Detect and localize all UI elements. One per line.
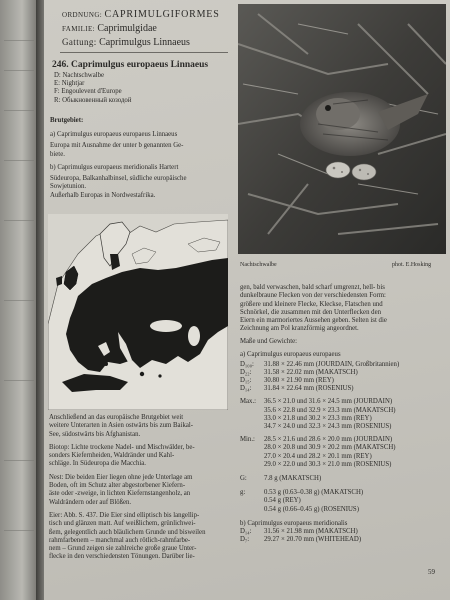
- body-line: Schnörkel, die zusammen mit den Unterflecken den: [240, 308, 381, 316]
- page-number: 59: [428, 568, 435, 576]
- body-line: rahmfarbenem – manchmal auch rötlich-rahmfarbe-: [49, 536, 191, 544]
- body-line: größere und kleinere Flecke, Kleckse, Flatschen und: [240, 300, 383, 308]
- body-line: nem – Grund zeigen sie zahlreiche große graue Unter-: [49, 545, 197, 553]
- nest-line: Nest: Die beiden Eier liegen ohne jede Unterlage am: [49, 473, 193, 481]
- max-row: 34.7 × 24.0 und 32.3 × 24.3 mm (ROSENIUS): [264, 423, 392, 431]
- order-line: ORDNUNG: CAPRIMULGIFORMES: [62, 9, 220, 20]
- brutgebiet-text: [50, 131, 186, 200]
- photo-caption: Nachtschwalbe: [240, 262, 277, 268]
- body-line: weitere Unterarten in Asien ostwärts bis zum Baikal-: [49, 422, 194, 430]
- measures-sub-a: a) Caprimulgus europaeus europaeus: [240, 351, 341, 359]
- d-row: D₁₅: 30.80 × 21.90 mm (REY): [240, 377, 334, 384]
- shell-weight-row: 0.54 g (0.66–0.45 g) (ROSENIUS): [264, 505, 359, 513]
- body-line: tisch und glänzen matt. Auf weißlichem, grünlichwei-: [49, 520, 196, 528]
- body-line: Anschließend an das europäische Brutgebiet weit: [49, 414, 184, 421]
- left-body-text: [49, 414, 205, 562]
- body-line: schläge. In Südeuropa die Macchia.: [49, 460, 147, 468]
- max-row: Max.: 36.5 × 21.0 und 31.6 × 24.5 mm (JOURDAIN): [240, 398, 393, 406]
- body-line: äste oder -zweige, in lichten Kiefernstangenholz, an: [49, 490, 191, 498]
- measurements-section: [240, 338, 399, 545]
- min-row: 28.0 × 20.8 und 30.9 × 20.2 mm (MAKATSCH): [264, 444, 396, 452]
- facing-page-edge: [0, 0, 40, 600]
- book-page: [44, 0, 450, 600]
- shell-weight-row: 0.54 g (REY): [264, 497, 301, 505]
- brutgebiet-line: Europa mit Ausnahme der unter b genannten Ge-: [50, 142, 184, 150]
- body-line: dunkelbraune Flecken von der verschiedensten Form:: [240, 292, 386, 300]
- brutgebiet-line: b) Caprimulgus europaeus meridionalis Hartert: [50, 163, 179, 171]
- photo-credit: phot. E.Hosking: [392, 262, 432, 268]
- body-line: sonders Kiefernheiden, Waldränder und Kahl-: [49, 452, 175, 460]
- brutgebiet-heading: Brutgebiet:: [50, 117, 84, 124]
- biotop-line: Biotop: Lichte trockene Nadel- und Mischwälder, be-: [49, 443, 195, 451]
- body-line: gen, bald verwaschen, bald scharf umgrenzt, hell- bis: [240, 284, 385, 291]
- name-en: E: Nightjar: [54, 80, 85, 88]
- nightjar-photo-graphic: [238, 4, 446, 254]
- brutgebiet-line: a) Caprimulgus europaeus europaeus Linnaeus: [50, 131, 178, 138]
- species-title: 246. Caprimulgus europaeus Linnaeus: [52, 60, 209, 70]
- b-row: D₇: 29.27 × 20.70 mm (WHITEHEAD): [240, 536, 362, 544]
- body-line: Eiern ein marmoriertes Aussehen geben. Selten ist die: [240, 317, 387, 325]
- measures-sub-b: b) Caprimulgus europaeus meridionalis: [240, 519, 348, 527]
- d-row: D₂₂: 31.58 × 22.02 mm (MAKATSCH): [240, 368, 358, 376]
- brutgebiet-line: Sowjetunion.: [50, 183, 87, 191]
- name-fr: F: Engoulevent d'Europe: [54, 88, 122, 96]
- eier-line: Eier: Abb. S. 437. Die Eier sind elliptisch bis langellip-: [49, 511, 200, 519]
- min-row: Min.: 28.5 × 21.6 und 28.6 × 20.0 mm (JOURDAIN): [240, 436, 393, 444]
- d-row: D₁₀₀: 31.88 × 22.46 mm (JOURDAIN, Großbritannien): [240, 360, 400, 368]
- nightjar-photo: [238, 4, 446, 254]
- body-line: Zeichnung am Pol kranzförmig angeordnet.: [240, 325, 359, 333]
- header-divider: [60, 52, 228, 53]
- d-row: D₁₄: 31.84 × 22.64 mm (ROSENIUS): [240, 385, 354, 393]
- max-row: 35.6 × 22.8 und 32.9 × 23.3 mm (MAKATSCH): [264, 406, 396, 414]
- europe-map-graphic: [48, 214, 228, 410]
- right-body-text: [240, 284, 387, 334]
- body-line: ßem, gelegentlich auch bläulichem Grunde und bisweilen: [49, 528, 206, 536]
- brutgebiet-line: Außerhalb Europas in Nordwestafrika.: [50, 191, 156, 199]
- body-line: See, südostwärts bis Afghanistan.: [49, 430, 141, 438]
- min-row: 29.0 × 22.0 und 30.3 × 21.0 mm (ROSENIUS): [264, 460, 392, 468]
- shell-weight-row: g: 0.53 g (0.63–0.38 g) (MAKATSCH): [240, 489, 364, 497]
- max-row: 33.0 × 21.8 und 30.2 × 23.3 mm (REY): [264, 414, 372, 422]
- brutgebiet-line: Südeuropa, Balkanhalbinsel, südliche europäische: [50, 175, 187, 183]
- family-line: FAMILIE: Caprimulgidae: [62, 23, 157, 34]
- distribution-map: [48, 214, 228, 410]
- brutgebiet-line: biete.: [50, 150, 65, 158]
- measures-heading: Maße und Gewichte:: [240, 338, 298, 345]
- min-row: 27.0 × 20.4 und 28.2 × 20.1 mm (REY): [264, 452, 372, 460]
- body-line: flecke in den verschiedensten Tönungen. Darüber lie-: [49, 553, 195, 561]
- b-row: D₁₄: 31.56 × 21.98 mm (MAKATSCH): [240, 528, 358, 536]
- genus-line: Gattung: Caprimulgus Linnaeus: [62, 37, 190, 48]
- body-line: Boden, oft im Schutz alter abgestorbener Kiefern-: [49, 482, 186, 490]
- name-ru: R: Обыкновенный козодой: [54, 96, 132, 104]
- body-line: Waldrändern oder auf Blößen.: [49, 498, 132, 506]
- species-names: [54, 72, 131, 105]
- weight-row: G: 7.8 g (MAKATSCH): [240, 475, 322, 483]
- name-de: D: Nachtschwalbe: [54, 72, 105, 79]
